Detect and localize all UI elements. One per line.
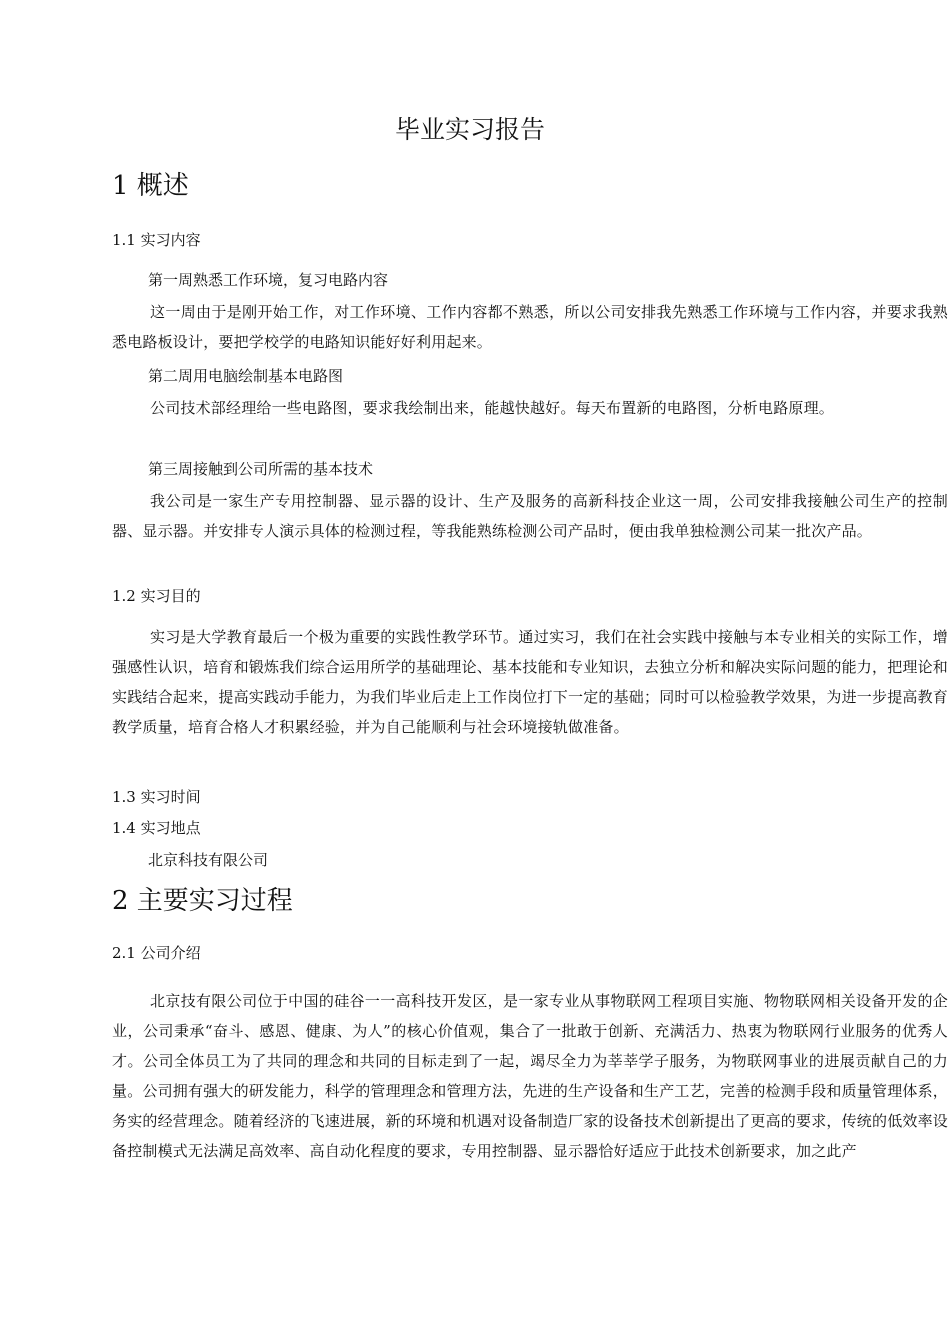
week-1-text: 这一周由于是刚开始工作，对工作环境、工作内容都不熟悉，所以公司安排我先熟悉工作环境与工作内容，并要求我熟悉电路板设计，要把学校学的电路知识能好好利用起来。: [112, 303, 948, 351]
section-1-4-heading: 1.4 实习地点: [112, 819, 201, 837]
company-intro-text: 北京技有限公司位于中国的硅谷一一高科技开发区，是一家专业从事物联网工程项目实施、物物联网相关设备开发的企业，公司秉承“奋斗、感恩、健康、为人”的核心价值观，集合了一批敢于创新、充满活力、热衷为物联网行业服务的优秀人才。公司全体员工为了共同的理念和共同的目标走到了一起，竭尽全力为莘莘学子服务，为物联网事业的进展贡献自己的力量。公司拥有强大的研发能力，科学的管理理念和管理方法，先进的生产设备和生产工艺，完善的检测手段和质量管理体系，务实的经营理念。随着经济的飞速进展，新的环境和机遇对设备制造厂家的设备技术创新提出了更高的要求，传统的低效率设备控制模式无法满足高效率、高自动化程度的要求，专用控制器、显示器恰好适应于此技术创新要求，加之此产: [112, 992, 949, 1160]
week-3-text: 我公司是一家生产专用控制器、显示器的设计、生产及服务的高新科技企业这一周，公司安排我接触公司生产的控制器、显示器。并安排专人演示具体的检测过程，等我能熟练检测公司产品时，便由我单独检测公司某一批次产品。: [112, 492, 948, 540]
week-2-title: 第二周用电脑绘制基本电路图: [148, 367, 344, 385]
section-2-heading: 2 主要实习过程: [112, 886, 293, 916]
week-2-text: 公司技术部经理给一些电路图，要求我绘制出来，能越快越好。每天布置新的电路图，分析电路原理。: [150, 399, 835, 417]
internship-place: 北京科技有限公司: [148, 851, 269, 869]
section-1-2-heading: 1.2 实习目的: [112, 587, 201, 605]
internship-purpose-text: 实习是大学教育最后一个极为重要的实践性教学环节。通过实习，我们在社会实践中接触与本专业相关的实际工作，增强感性认识，培育和锻炼我们综合运用所学的基础理论、基本技能和专业知识，去独立分析和解决实际问题的能力，把理论和实践结合起来，提高实践动手能力，为我们毕业后走上工作岗位打下一定的基础；同时可以检验教学效果，为进一步提高教育教学质量，培育合格人才积累经验，并为自己能顺利与社会环境接轨做准备。: [112, 628, 949, 736]
section-1-3-heading: 1.3 实习时间: [112, 788, 201, 806]
document-title: 毕业实习报告: [394, 115, 545, 144]
section-1-heading: 1 概述: [112, 171, 189, 201]
section-2-1-heading: 2.1 公司介绍: [112, 944, 201, 962]
week-3-title: 第三周接触到公司所需的基本技术: [148, 460, 374, 478]
week-1-title: 第一周熟悉工作环境，复习电路内容: [148, 271, 389, 289]
section-1-1-heading: 1.1 实习内容: [112, 231, 201, 249]
